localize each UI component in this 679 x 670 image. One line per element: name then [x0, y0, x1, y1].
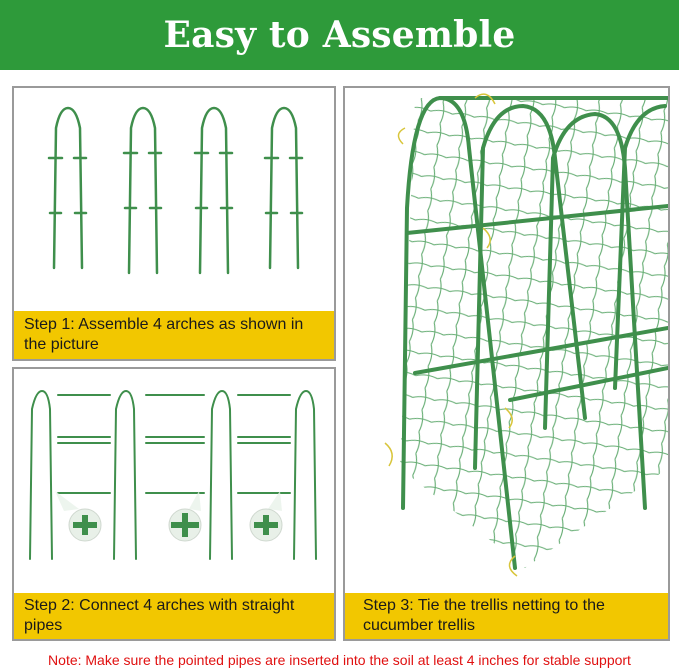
arch-pipe-icon	[195, 108, 232, 273]
tee-connector-icon	[250, 491, 282, 541]
arch-pipe-icon	[30, 391, 52, 559]
step-3-caption: Step 3: Tie the trellis netting to the cucumber trellis	[345, 593, 668, 639]
arch-pipe-icon	[210, 391, 232, 559]
arch-pipe-icon	[114, 391, 136, 559]
trellis-net-icon	[345, 88, 668, 595]
step-2-caption: Step 2: Connect 4 arches with straight pipes	[14, 593, 334, 639]
banner	[0, 0, 679, 70]
step-1-caption: Step 1: Assemble 4 arches as shown in the picture	[14, 311, 334, 359]
step-1-panel	[12, 86, 336, 361]
arch-pipe-icon	[124, 108, 161, 273]
arch-pipe-icon	[294, 391, 316, 559]
connection-illustration	[14, 369, 334, 595]
arch-pipe-icon	[49, 108, 86, 268]
step-2-panel	[12, 367, 336, 641]
tee-connector-icon	[55, 491, 101, 541]
banner-title: Easy to Assemble	[163, 14, 516, 56]
tee-connector-icon	[169, 491, 201, 541]
support-note: Note: Make sure the pointed pipes are inserted into the soil at least 4 inches for stable support	[48, 652, 631, 668]
arch-pipe-icon	[265, 108, 302, 268]
step-3-panel	[343, 86, 670, 641]
arches-illustration	[14, 88, 334, 313]
